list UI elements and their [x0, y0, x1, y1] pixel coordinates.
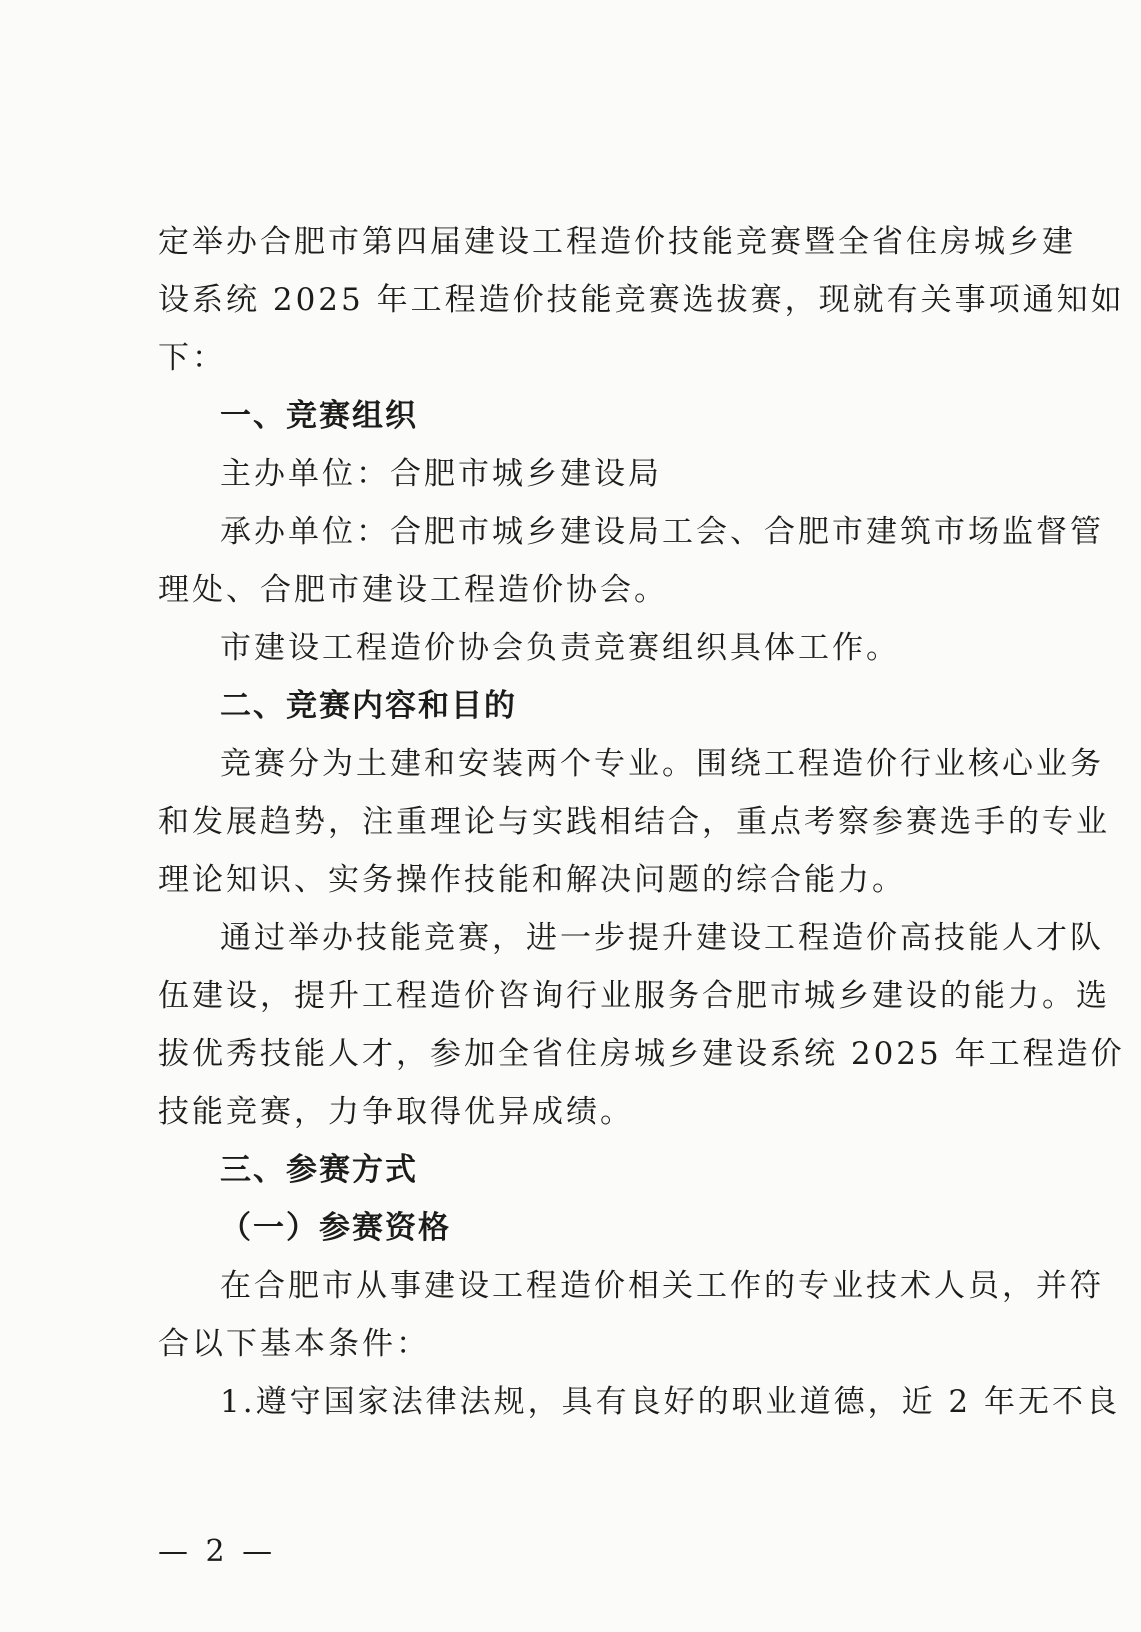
paragraph-content	[158, 735, 1110, 909]
heading-text: 一、竞赛组织	[220, 398, 418, 434]
text-line: 主办单位：合肥市城乡建设局	[220, 456, 662, 492]
text-line: 通过举办技能竞赛，进一步提升建设工程造价高技能人才队	[220, 920, 1104, 956]
text-line: 市建设工程造价协会负责竞赛组织具体工作。	[220, 630, 900, 666]
heading-text: 三、参赛方式	[220, 1152, 418, 1188]
text-line: 定举办合肥市第四届建设工程造价技能竞赛暨全省住房城乡建	[158, 224, 1076, 260]
text-line: 拔优秀技能人才，参加全省住房城乡建设系统 2025 年工程造价	[158, 1036, 1125, 1072]
subheading-text: （一）参赛资格	[220, 1210, 451, 1246]
heading-text: 二、竞赛内容和目的	[220, 688, 517, 724]
text-line: 理处、合肥市建设工程造价协会。	[158, 572, 668, 608]
paragraph-intro-continuation	[158, 213, 1125, 387]
text-line: 竞赛分为土建和安装两个专业。围绕工程造价行业核心业务	[220, 746, 1104, 782]
text-line: 伍建设，提升工程造价咨询行业服务合肥市城乡建设的能力。选	[158, 978, 1110, 1014]
text-line: 和发展趋势，注重理论与实践相结合，重点考察参赛选手的专业	[158, 804, 1110, 840]
text-line: 技能竞赛，力争取得优异成绩。	[158, 1094, 634, 1130]
paragraph-condition-1	[158, 1373, 1121, 1431]
text-line: 在合肥市从事建设工程造价相关工作的专业技术人员，并符	[220, 1268, 1104, 1304]
text-line: 合以下基本条件：	[158, 1326, 430, 1362]
paragraph-responsibility	[158, 619, 1018, 677]
document-body	[158, 213, 1125, 1431]
text-line: 下：	[158, 340, 226, 376]
text-line: 理论知识、实务操作技能和解决问题的综合能力。	[158, 862, 906, 898]
subsection-heading-1	[158, 1199, 1018, 1257]
section-heading-1	[158, 387, 1018, 445]
page-number: — 2 —	[158, 1534, 277, 1569]
paragraph-organizer	[158, 445, 1018, 503]
text-line: 1.遵守国家法律法规，具有良好的职业道德，近 2 年无不良	[220, 1384, 1121, 1420]
text-line: 承办单位：合肥市城乡建设局工会、合肥市建筑市场监督管	[220, 514, 1104, 550]
paragraph-eligibility	[158, 1257, 1104, 1373]
section-heading-3	[158, 1141, 1018, 1199]
paragraph-purpose	[158, 909, 1125, 1141]
paragraph-co-organizer	[158, 503, 1104, 619]
text-line: 设系统 2025 年工程造价技能竞赛选拔赛，现就有关事项通知如	[158, 282, 1125, 318]
section-heading-2	[158, 677, 1018, 735]
